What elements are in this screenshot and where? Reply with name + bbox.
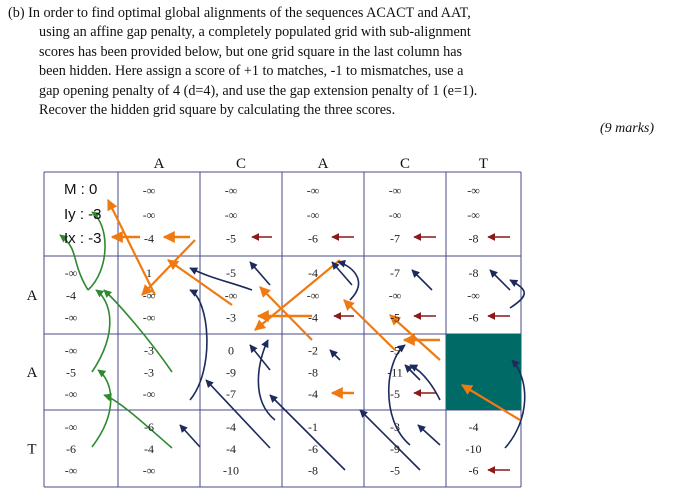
arrow-diagonal-navy [332,262,352,285]
cell-m-score: -∞ [306,183,320,198]
arrow-diagonal-navy [490,270,510,290]
arrow-diagonal-navy [250,262,270,285]
col-header: T [478,156,489,172]
cell-ix-score: -4 [308,310,318,325]
cell-ix-score: -8 [468,231,479,246]
cell-iy-score: -3 [144,365,154,380]
cell-iy-score: -5 [66,365,76,380]
cell-m-score: -∞ [224,183,238,198]
cell-m-score: -∞ [64,266,78,281]
legend-m: M : 0 [64,181,98,198]
cell-iy-score: -∞ [306,288,320,303]
row-header: A [26,288,38,304]
col-header: A [153,156,165,172]
cell-m-score: -3 [390,419,400,434]
cell-ix-score: -∞ [142,310,156,325]
sequence-headers [27,156,489,458]
arrow-diagonal-navy [180,425,200,447]
cell-iy-score: -∞ [388,208,402,223]
cell-iy-score: -8 [308,365,318,380]
cell-iy-score: -∞ [224,288,238,303]
cell-iy-score: -4 [66,288,76,303]
cell-iy-score: -11 [387,365,403,380]
cell-iy-score: -∞ [142,208,156,223]
arrow-iy-vertical [104,395,172,448]
cell-ix-score: -8 [308,463,318,478]
cell-iy-score: -∞ [306,208,320,223]
cell-ix-score: -∞ [142,463,156,478]
arrow-iy-vertical [92,370,111,447]
question-line: using an affine gap penalty, a completely populated grid with sub-alignment [39,24,471,41]
arrow-iy-vertical [510,280,524,308]
cell-ix-score: -∞ [64,386,78,401]
legend-ix: Ix : -3 [64,230,102,247]
cell-m-score: -∞ [64,343,78,358]
cell-m-score: 0 [228,343,234,358]
cell-ix-score: -7 [390,231,400,246]
arrow-diagonal-navy [330,350,340,360]
question-line: (b) In order to find optimal global alignments of the sequences ACACT and AAT, [8,5,471,21]
arrow-iy-vertical [88,212,105,290]
cell-m-score: -5 [390,343,400,358]
arrow-diagonal-navy [190,268,252,290]
cell-ix-score: -∞ [64,463,78,478]
arrow-diagonal-navy [206,380,270,448]
cell-m-score: -8 [468,266,479,281]
cell-ix-score: -∞ [142,386,156,401]
cell-iy-score: -∞ [467,288,480,303]
cell-ix-score: -∞ [64,310,78,325]
cell-iy-score: -4 [226,442,236,457]
cell-m-score: -2 [308,343,318,358]
cell-m-score: -∞ [64,419,78,434]
cell-iy-score: -4 [144,442,154,457]
cell-ix-score: -6 [468,310,479,325]
cell-ix-score: -5 [390,310,400,325]
cell-iy-score: -6 [308,442,318,457]
cell-m-score: -∞ [388,183,402,198]
arrow-diagonal-navy [418,425,440,445]
cell-m-score: -1 [308,419,318,434]
cell-ix-score: -5 [390,463,400,478]
cell-iy-score: -9 [390,442,400,457]
cell-iy-score: -6 [66,442,76,457]
cell-iy-score: -∞ [142,288,156,303]
cell-ix-score: -10 [223,463,239,478]
cell-m-score: -4 [308,266,318,281]
cell-m-score: 1 [146,266,152,281]
cell-m-score: -6 [144,419,154,434]
cell-ix-score: -6 [308,231,318,246]
question-line: gap opening penalty of 4 (d=4), and use the gap extension penalty of 1 (e=1). [39,82,478,99]
cell-ix-score: -4 [144,231,154,246]
marks-label: (9 marks) [600,121,655,136]
cell-m-score: -∞ [142,183,156,198]
arrow-diagonal-navy [190,290,207,400]
cell-ix-score: -4 [308,386,318,401]
row-header: A [26,365,38,381]
cell-m-score: -∞ [467,183,480,198]
arrow-iy-vertical [410,365,440,400]
row-header: T [27,441,37,458]
arrow-diagonal-orange [344,300,395,350]
cell-m-score: -5 [226,266,236,281]
col-header: C [399,156,411,172]
arrow-iy-vertical [104,290,172,372]
cell-ix-score: -3 [226,310,236,325]
cell-iy-score: -9 [226,365,236,380]
cell-m-score: -3 [144,343,154,358]
cell-ix-score: -7 [226,386,236,401]
col-header: C [235,156,247,172]
cell-ix-score: -5 [226,231,236,246]
cell-scores [64,181,482,478]
grid-lines [44,172,521,487]
col-header: A [317,156,329,172]
question-line: Recover the hidden grid square by calculating the three scores. [39,102,396,119]
cell-iy-score: -10 [465,442,482,457]
arrow-diagonal-orange [260,287,312,340]
question-line: been hidden. Here assign a score of +1 to matches, -1 to mismatches, use a [39,63,464,80]
cell-ix-score: -5 [390,386,400,401]
arrow-iy-vertical [92,290,110,372]
arrow-diagonal-navy [412,270,432,290]
cell-iy-score: -∞ [388,288,402,303]
legend-iy: Iy : -3 [64,206,102,223]
cell-ix-score: -6 [468,463,479,478]
question-line: scores has been provided below, but one grid square in the last column has [39,43,463,60]
cell-iy-score: -∞ [224,208,238,223]
cell-iy-score: -∞ [467,208,480,223]
cell-m-score: -7 [390,266,400,281]
arrow-diagonal-navy [258,340,275,420]
cell-m-score: -4 [226,419,236,434]
cell-m-score: -4 [468,419,479,434]
